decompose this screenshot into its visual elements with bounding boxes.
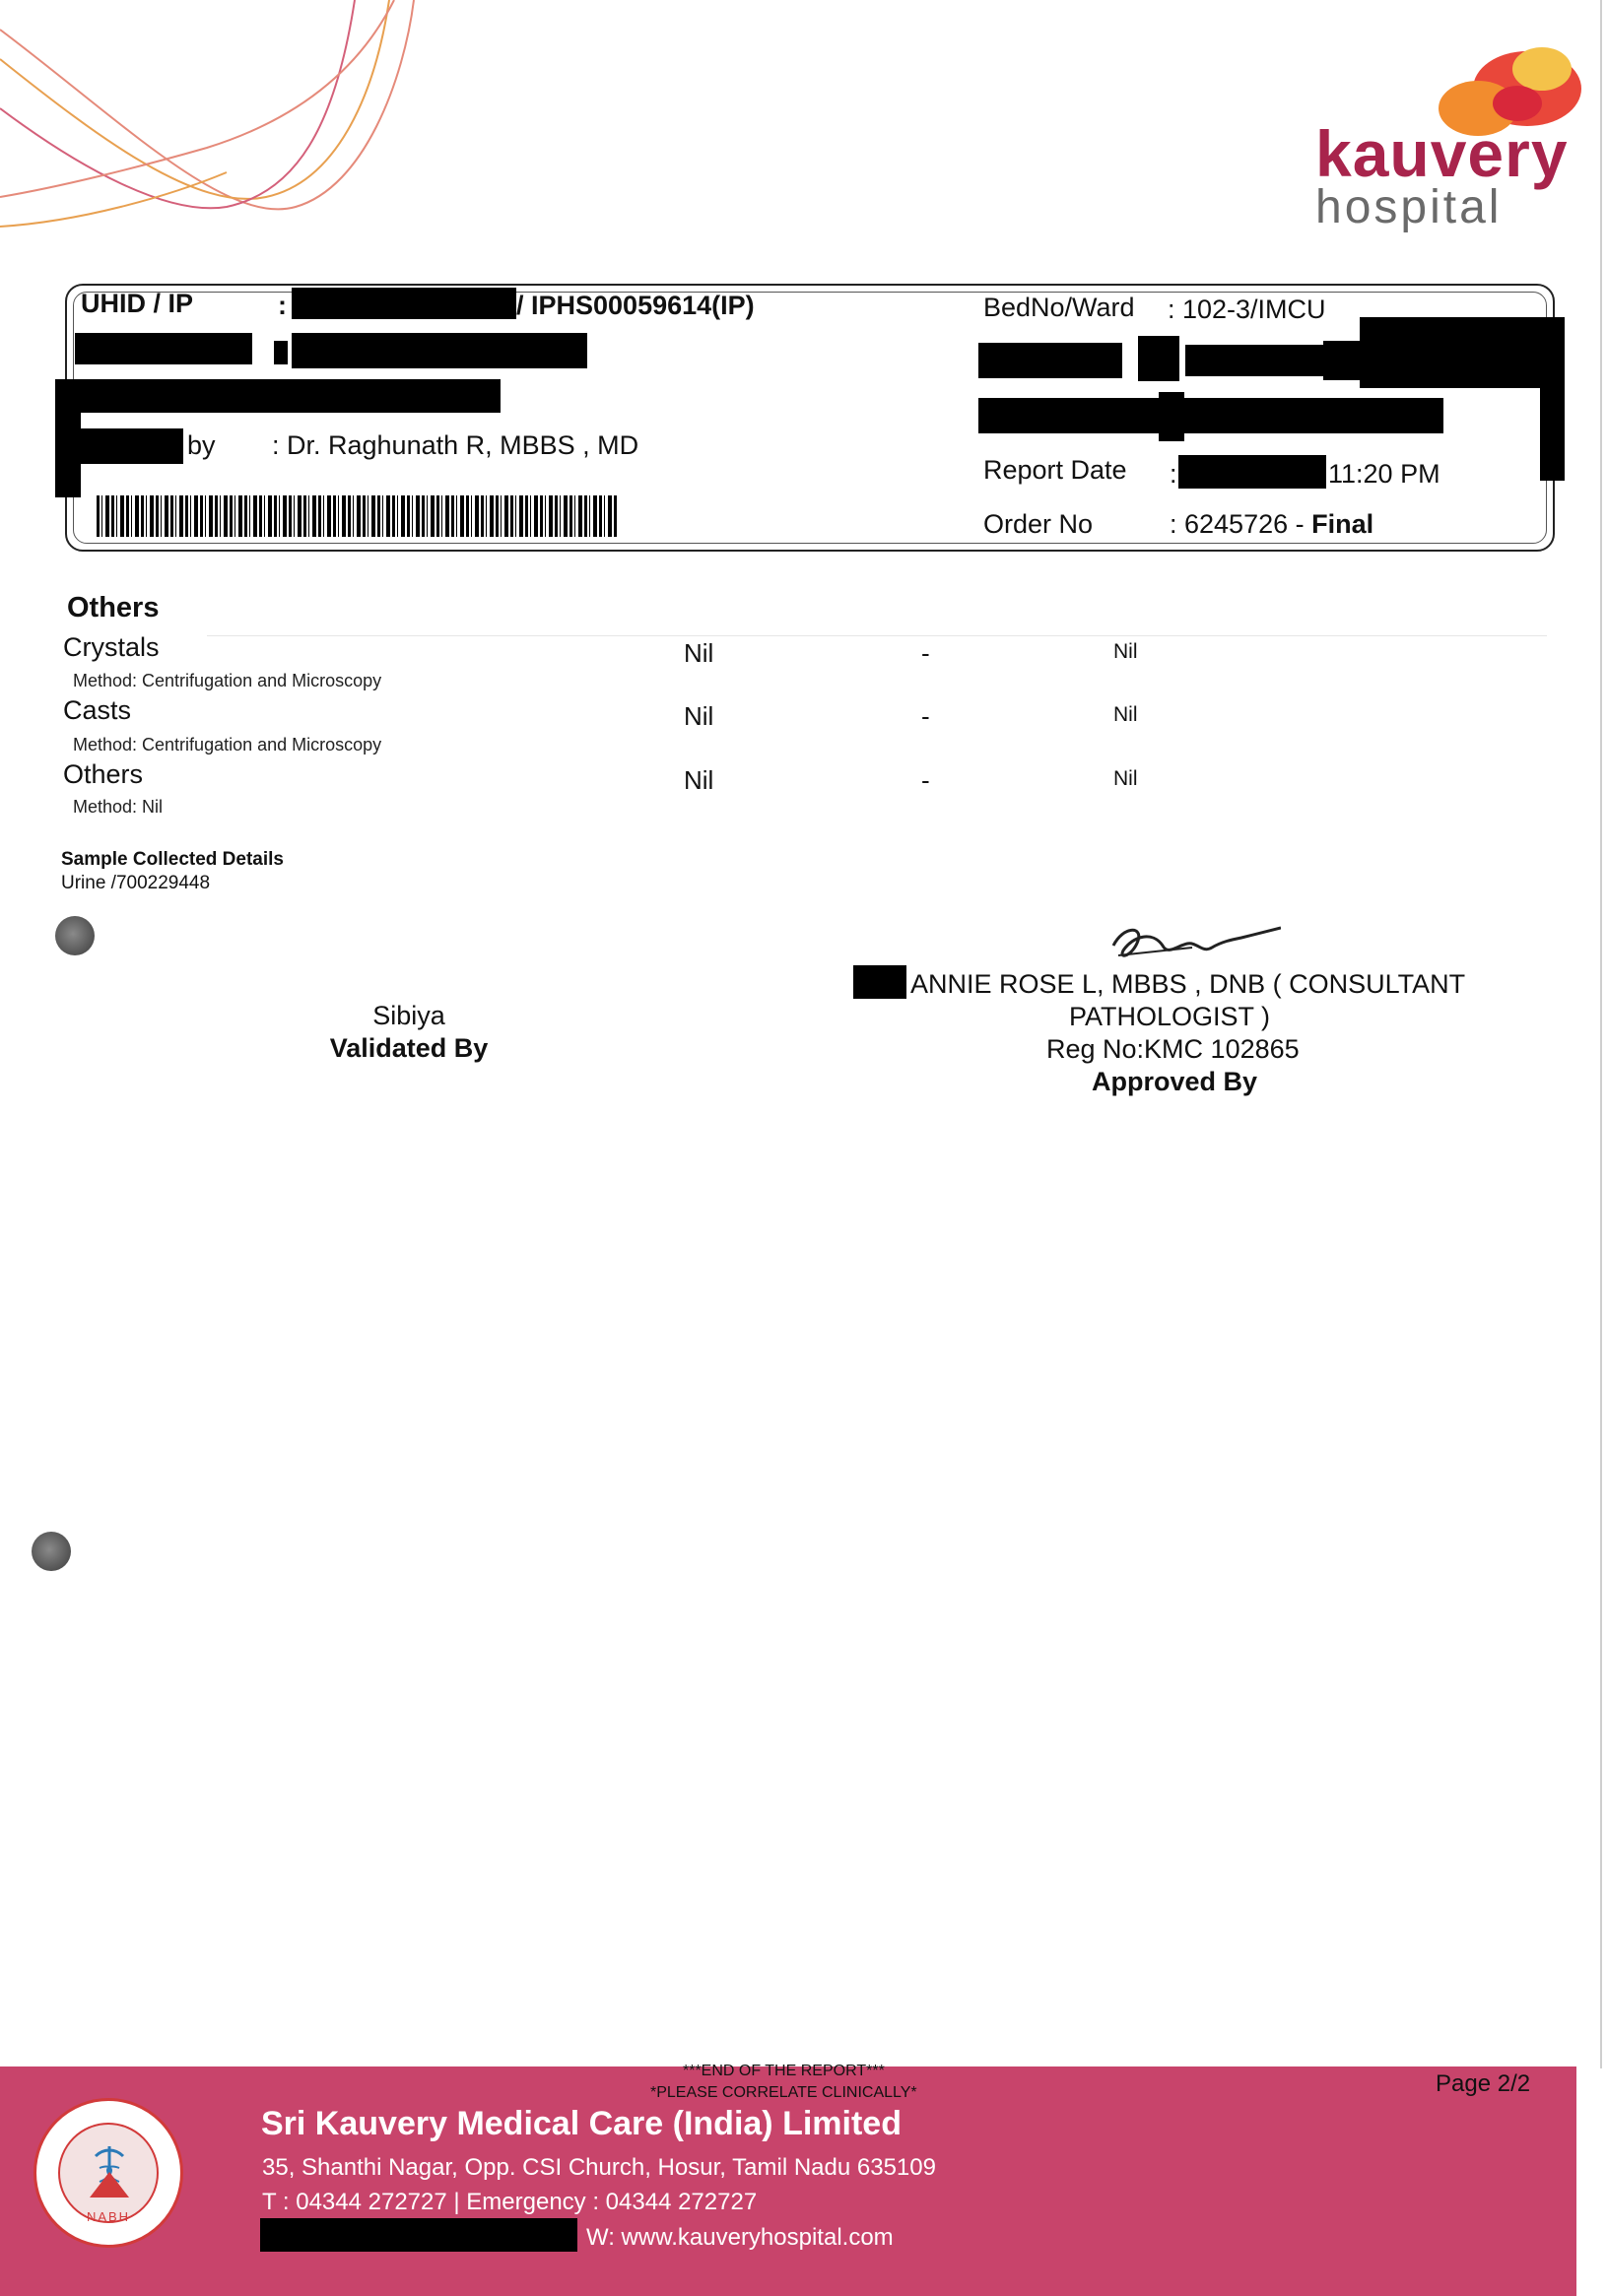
caduceus-icon (82, 2142, 137, 2201)
footer-end-note: ***END OF THE REPORT*** (683, 2063, 885, 2079)
nabh-badge (33, 2098, 183, 2248)
test-name: Others (63, 759, 144, 789)
test-name: Crystals (63, 632, 160, 662)
redacted-referred-prefix (75, 428, 183, 464)
test-reference: Nil (1113, 640, 1138, 663)
report-date-value: 11:20 PM (1328, 459, 1440, 489)
bed-label: BedNo/Ward (983, 293, 1135, 322)
redacted-right-8 (1159, 392, 1184, 441)
test-result: Nil (684, 638, 714, 668)
redacted-approver-prefix (853, 965, 906, 999)
bed-value: : 102-3/IMCU (1168, 295, 1326, 324)
order-no-value (1170, 509, 1373, 540)
test-unit: - (921, 701, 930, 731)
decorative-curves (0, 0, 473, 236)
redacted-age-row (55, 379, 501, 413)
test-name: Casts (63, 695, 132, 725)
order-no-label: Order No (983, 509, 1094, 539)
redacted-uhid (292, 288, 516, 319)
signature-icon (1104, 916, 1281, 975)
test-unit: - (921, 638, 930, 668)
section-divider (207, 635, 1547, 636)
test-method: Method: Centrifugation and Microscopy (73, 671, 382, 690)
punch-hole (55, 916, 95, 955)
badge-label: NABH (86, 2209, 131, 2224)
test-result: Nil (684, 765, 714, 795)
punch-hole (32, 1532, 71, 1571)
redacted-right-2 (1138, 336, 1179, 381)
page-number: Page 2/2 (1436, 2070, 1531, 2097)
company-phone: T : 04344 272727 | Emergency : 04344 272727 (262, 2189, 758, 2215)
approver-title: PATHOLOGIST ) (1069, 1002, 1271, 1031)
report-date-colon: : (1170, 459, 1177, 489)
barcode (97, 495, 619, 537)
redacted-right-6 (1540, 317, 1565, 481)
company-name: Sri Kauvery Medical Care (India) Limited (261, 2105, 902, 2142)
test-method: Method: Centrifugation and Microscopy (73, 735, 382, 754)
logo-word-kauvery: kauvery (1315, 117, 1569, 190)
approver-reg: Reg No:KMC 102865 (1046, 1034, 1300, 1064)
sample-title: Sample Collected Details (61, 849, 284, 870)
uhid-label: UHID / IP (81, 289, 194, 318)
report-date-label: Report Date (983, 455, 1127, 485)
approved-label: Approved By (1092, 1067, 1258, 1096)
sample-value: Urine /700229448 (61, 873, 211, 893)
ip-number: / IPHS00059614(IP) (516, 291, 755, 320)
company-address: 35, Shanthi Nagar, Opp. CSI Church, Hosur, Tamil Nadu 635109 (262, 2154, 936, 2181)
validated-name: Sibiya (372, 1001, 445, 1030)
test-unit: - (921, 765, 930, 795)
redacted-right-1 (978, 343, 1122, 378)
uhid-colon: : (278, 291, 287, 320)
test-reference: Nil (1113, 703, 1138, 726)
order-status: Final (1311, 509, 1374, 539)
redacted-right-4 (1323, 341, 1363, 380)
redacted-footer-email (260, 2218, 577, 2252)
order-no-number: : 6245726 - (1170, 509, 1312, 539)
company-website[interactable]: W: www.kauveryhospital.com (586, 2224, 894, 2251)
redacted-right-5 (1360, 317, 1565, 388)
test-method: Method: Nil (73, 797, 164, 817)
test-result: Nil (684, 701, 714, 731)
right-edge-line (1600, 0, 1602, 2068)
test-reference: Nil (1113, 767, 1138, 790)
redacted-patient-name (292, 333, 587, 368)
redacted-report-date (1178, 455, 1326, 489)
section-title: Others (67, 592, 160, 623)
validated-label: Validated By (329, 1033, 489, 1063)
redacted-right-7 (978, 398, 1443, 433)
logo-word-hospital: hospital (1315, 181, 1503, 233)
approver-name: ANNIE ROSE L, MBBS , DNB ( CONSULTANT (910, 969, 1466, 999)
referred-by-suffix: by (187, 430, 216, 460)
footer-correlate-note: *PLEASE CORRELATE CLINICALLY* (650, 2084, 917, 2101)
redacted-right-3 (1185, 345, 1323, 376)
redacted-patient-label (75, 333, 252, 364)
redacted-patient-colon (274, 341, 288, 364)
referred-by-value: : Dr. Raghunath R, MBBS , MD (272, 430, 639, 460)
